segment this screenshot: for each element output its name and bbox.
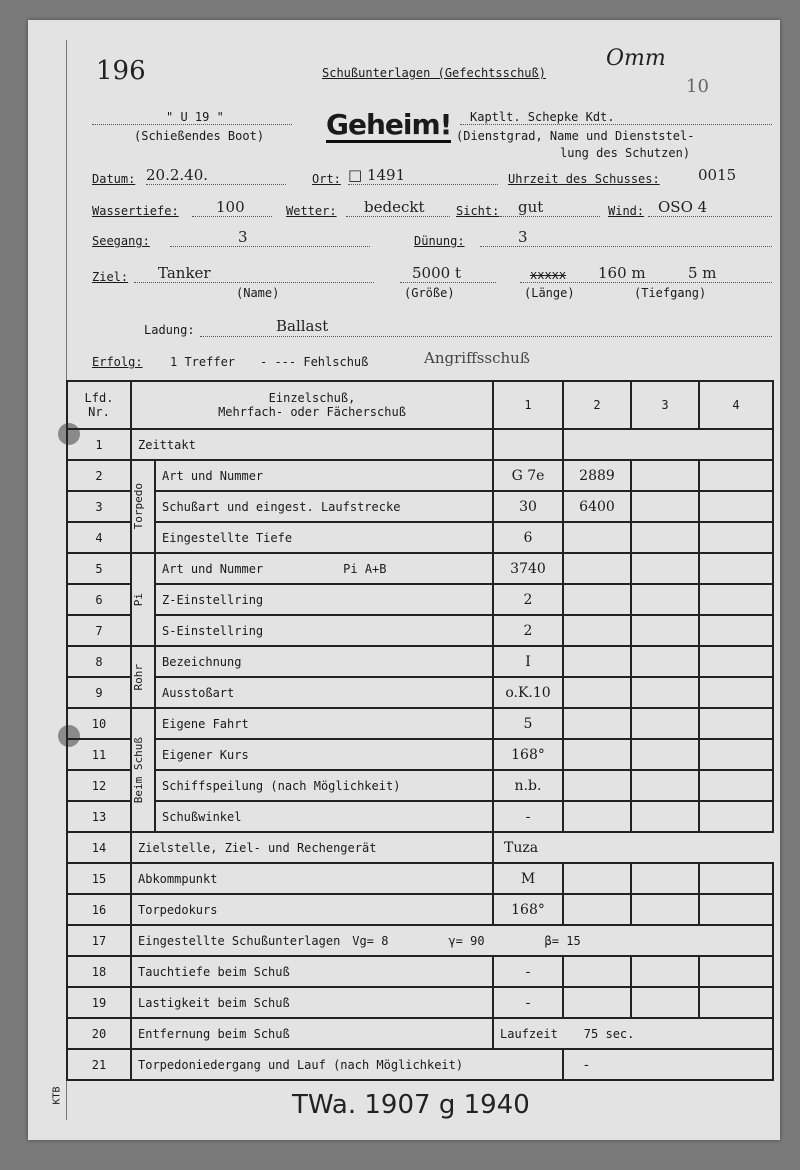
row-value-1: - (493, 956, 563, 987)
table-row (67, 677, 773, 708)
table-row (67, 429, 773, 460)
head-lfd: Lfd. (84, 391, 114, 405)
table-row (67, 956, 773, 987)
row-empty (563, 429, 773, 460)
row-value-1: 2 (493, 584, 563, 615)
row-label: Bezeichnung (155, 646, 493, 677)
head-col-3: 3 (631, 381, 699, 429)
laenge-dots (520, 282, 772, 283)
head-desc-1: Einzelschuß, (268, 391, 356, 405)
row-value-3 (631, 522, 699, 553)
row-label: Torpedoniedergang und Lauf (nach Möglichkeit) (131, 1049, 563, 1080)
row-label: Abkommpunkt (131, 863, 493, 894)
table-row (67, 925, 773, 956)
head-desc-2: Mehrfach- oder Fächerschuß (218, 405, 406, 419)
group-torpedo-label: Torpedo (132, 483, 145, 530)
seegang-label: Seegang: (92, 234, 150, 248)
row-value-2 (563, 646, 631, 677)
row-value-4 (699, 615, 773, 646)
wind-value: OSO 4 (658, 198, 708, 216)
row-gamma: γ= 90 (448, 933, 485, 948)
group-beim-schuss (131, 708, 155, 832)
row-value-1: 6 (493, 522, 563, 553)
row-nr: 8 (67, 646, 131, 677)
row-value-1: - (493, 801, 563, 832)
row-label: Z-Einstellring (155, 584, 493, 615)
row-nr: 10 (67, 708, 131, 739)
tiefgang-value: 5 m (688, 264, 717, 282)
row-value-2 (563, 863, 631, 894)
table-header-row (67, 381, 773, 429)
table-row (67, 615, 773, 646)
laenge-value: 160 m (598, 264, 646, 282)
row-value-3 (631, 708, 699, 739)
row-value-1: G 7e (493, 460, 563, 491)
row-laufzeit (493, 1018, 773, 1049)
row-value-3 (631, 615, 699, 646)
ort-label: Ort: (312, 172, 341, 186)
row-nr: 11 (67, 739, 131, 770)
fehlschuss-value: - --- Fehlschuß (260, 355, 369, 369)
row-nr: 19 (67, 987, 131, 1018)
row-value-2: 6400 (563, 491, 631, 522)
row-label-cell (155, 553, 493, 584)
head-col-1: 1 (493, 381, 563, 429)
row-value-4 (699, 491, 773, 522)
tiefgang-caption: (Tiefgang) (634, 286, 707, 300)
row-label: Eingestellte Schußunterlagen (138, 933, 341, 948)
row-nr: 9 (67, 677, 131, 708)
table-row (67, 739, 773, 770)
row-nr: 14 (67, 832, 131, 863)
head-col-2: 2 (563, 381, 631, 429)
row-value-1: n.b. (493, 770, 563, 801)
row-value-2 (563, 677, 631, 708)
row-nr: 16 (67, 894, 131, 925)
row-value-1: Tuza (493, 832, 773, 863)
laufzeit-label: Laufzeit (500, 1026, 558, 1041)
row-value-1: 5 (493, 708, 563, 739)
row-value-4 (699, 584, 773, 615)
side-mark: KTB (51, 1086, 63, 1105)
row-nr: 5 (67, 553, 131, 584)
commander-label-1: (Dienstgrad, Name und Dienststel- (456, 129, 695, 143)
row-value-1: - (493, 987, 563, 1018)
table-row (67, 770, 773, 801)
row-label: Schußwinkel (155, 801, 493, 832)
row-value-2 (563, 739, 631, 770)
laufzeit-value: 75 sec. (583, 1026, 635, 1041)
row-value-3 (631, 460, 699, 491)
row-label: Zeittakt (131, 429, 493, 460)
row-label: Eigener Kurs (155, 739, 493, 770)
ort-value: □ 1491 (348, 166, 406, 184)
sicht-dots (500, 216, 600, 217)
row-value-4 (699, 522, 773, 553)
datum-label: Datum: (92, 172, 136, 186)
row-value-4 (699, 677, 773, 708)
row-nr: 21 (67, 1049, 131, 1080)
row-value-1: 2 (493, 615, 563, 646)
row-value-1: - (563, 1049, 773, 1080)
head-nr: Nr. (88, 405, 110, 419)
row-vg: Vg= 8 (352, 933, 389, 948)
row-nr: 12 (67, 770, 131, 801)
table-row (67, 894, 773, 925)
group-torpedo (131, 460, 155, 553)
row-label: Art und Nummer (162, 561, 264, 576)
row-value-3 (631, 801, 699, 832)
seegang-value: 3 (238, 228, 248, 246)
table-row (67, 708, 773, 739)
row-label: Schiffspeilung (nach Möglichkeit) (155, 770, 493, 801)
ort-dots (348, 184, 498, 185)
row-label: Lastigkeit beim Schuß (131, 987, 493, 1018)
commander-label-2: lung des Schutzen) (560, 146, 691, 160)
head-col-4: 4 (699, 381, 773, 429)
row-value-4 (699, 553, 773, 584)
row-value-3 (631, 770, 699, 801)
row-label: Ausstoßart (155, 677, 493, 708)
wassertiefe-value: 100 (216, 198, 245, 216)
shot-data-table (66, 380, 774, 1081)
wassertiefe-label: Wassertiefe: (92, 204, 179, 218)
row-value-3 (631, 987, 699, 1018)
row-value-4 (699, 801, 773, 832)
row-label: Art und Nummer (155, 460, 493, 491)
commander-value: Kaptlt. Schepke Kdt. (470, 110, 615, 124)
secret-heading: Geheim! (326, 108, 452, 141)
row-value-1: 168° (493, 894, 563, 925)
row-nr: 4 (67, 522, 131, 553)
wind-dots (648, 216, 772, 217)
row-value-2 (563, 894, 631, 925)
row-label: Torpedokurs (131, 894, 493, 925)
row-value-1: M (493, 863, 563, 894)
angriff-value: Angriffsschuß (424, 349, 530, 367)
row-beta: β= 15 (544, 933, 581, 948)
row-value-4 (699, 863, 773, 894)
row-value-4 (699, 956, 773, 987)
row-label: Eingestellte Tiefe (155, 522, 493, 553)
ladung-value: Ballast (276, 317, 329, 335)
erfolg-label: Erfolg: (92, 355, 143, 369)
ladung-label: Ladung: (144, 323, 195, 337)
row-value-2 (563, 522, 631, 553)
row-value-1: 30 (493, 491, 563, 522)
row-value-4 (699, 894, 773, 925)
group-rohr (131, 646, 155, 708)
row-value-2 (563, 987, 631, 1018)
boat-value: " U 19 " (166, 110, 224, 124)
table-row (67, 491, 773, 522)
uhrzeit-label: Uhrzeit des Schusses: (508, 172, 660, 186)
page-number: 196 (96, 56, 146, 86)
duenung-dots (480, 246, 772, 247)
table-row (67, 832, 773, 863)
row-value-1: I (493, 646, 563, 677)
corner-number: 10 (686, 76, 709, 97)
sicht-value: gut (518, 198, 544, 216)
row-nr: 15 (67, 863, 131, 894)
head-desc (131, 381, 493, 429)
row-value-3 (631, 553, 699, 584)
row-label: Eigene Fahrt (155, 708, 493, 739)
row-label: Schußart und eingest. Laufstrecke (155, 491, 493, 522)
table-row (67, 1018, 773, 1049)
row-label: Entfernung beim Schuß (131, 1018, 493, 1049)
table-row (67, 460, 773, 491)
row-value-3 (631, 491, 699, 522)
row-value-3 (631, 863, 699, 894)
archive-stamp: TWa. 1907 g 1940 (292, 1090, 530, 1120)
row-label: Tauchtiefe beim Schuß (131, 956, 493, 987)
row-value-2 (563, 801, 631, 832)
table-row (67, 1049, 773, 1080)
ziel-value: Tanker (158, 264, 211, 282)
row-nr: 17 (67, 925, 131, 956)
wetter-value: bedeckt (364, 198, 425, 216)
form-title: Schußunterlagen (Gefechtsschuß) (322, 66, 546, 80)
table-row (67, 863, 773, 894)
boat-label: (Schießendes Boot) (134, 129, 265, 143)
row-nr: 7 (67, 615, 131, 646)
row-value-4 (699, 770, 773, 801)
laenge-struck: xxxxx (530, 268, 567, 282)
handwritten-initials: Omm (606, 46, 666, 71)
row-nr: 6 (67, 584, 131, 615)
group-rohr-label: Rohr (132, 663, 145, 691)
row-value-2 (563, 553, 631, 584)
row-label: Zielstelle, Ziel- und Rechengerät (131, 832, 493, 863)
row-value-1: 168° (493, 739, 563, 770)
row-value-1 (493, 429, 563, 460)
row-note: Pi A+B (343, 561, 387, 576)
row-label-cell (131, 925, 773, 956)
treffer-value: 1 Treffer (170, 355, 236, 369)
group-pi-label: Pi (132, 592, 145, 607)
wind-label: Wind: (608, 204, 645, 218)
group-beim-schuss-label: Beim Schuß (132, 736, 145, 804)
table-row (67, 584, 773, 615)
datum-value: 20.2.40. (146, 166, 209, 184)
row-value-4 (699, 460, 773, 491)
seegang-dots (170, 246, 370, 247)
row-value-4 (699, 987, 773, 1018)
ladung-dots (200, 336, 772, 337)
row-value-2 (563, 956, 631, 987)
row-value-2: 2889 (563, 460, 631, 491)
row-value-2 (563, 615, 631, 646)
group-pi (131, 553, 155, 646)
row-nr: 20 (67, 1018, 131, 1049)
duenung-value: 3 (518, 228, 528, 246)
groesse-value: 5000 t (412, 264, 461, 282)
row-value-3 (631, 956, 699, 987)
row-value-1: 3740 (493, 553, 563, 584)
row-value-3 (631, 677, 699, 708)
groesse-caption: (Größe) (404, 286, 455, 300)
row-value-2 (563, 770, 631, 801)
ziel-dots (134, 282, 374, 283)
sicht-label: Sicht: (456, 204, 500, 218)
datum-dots (146, 184, 286, 185)
row-value-2 (563, 708, 631, 739)
boat-dots (92, 124, 292, 125)
row-value-3 (631, 584, 699, 615)
commander-dots (460, 124, 772, 125)
uhrzeit-value: 0015 (698, 166, 737, 184)
row-value-4 (699, 739, 773, 770)
row-value-4 (699, 646, 773, 677)
row-value-1: o.K.10 (493, 677, 563, 708)
table-row (67, 987, 773, 1018)
head-lfd-nr (67, 381, 131, 429)
row-nr: 13 (67, 801, 131, 832)
table-row (67, 522, 773, 553)
wassertiefe-dots (192, 216, 272, 217)
row-value-4 (699, 708, 773, 739)
duenung-label: Dünung: (414, 234, 465, 248)
row-value-3 (631, 646, 699, 677)
row-label: S-Einstellring (155, 615, 493, 646)
row-value-2 (563, 584, 631, 615)
wetter-label: Wetter: (286, 204, 337, 218)
table-row (67, 646, 773, 677)
groesse-dots (400, 282, 496, 283)
name-caption: (Name) (236, 286, 280, 300)
row-nr: 18 (67, 956, 131, 987)
row-nr: 1 (67, 429, 131, 460)
row-nr: 3 (67, 491, 131, 522)
row-value-3 (631, 894, 699, 925)
row-value-3 (631, 739, 699, 770)
table-row (67, 553, 773, 584)
wetter-dots (346, 216, 450, 217)
laenge-caption: (Länge) (524, 286, 575, 300)
row-nr: 2 (67, 460, 131, 491)
table-row (67, 801, 773, 832)
ziel-label: Ziel: (92, 270, 129, 284)
